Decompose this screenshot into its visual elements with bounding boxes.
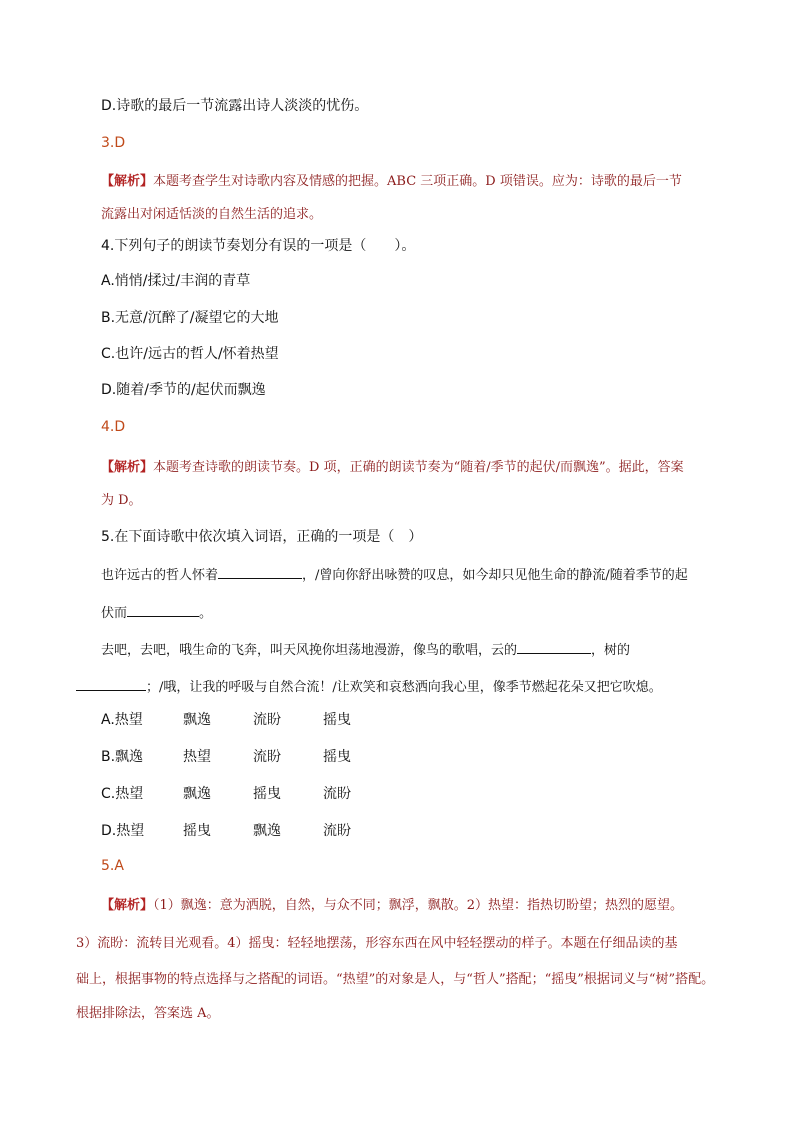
q5-poem-line-1 — [101, 564, 688, 586]
q4-answer: 4.D — [101, 419, 126, 435]
q5-poem-text-3a: 去吧，去吧，哦生命的飞奔，叫天风挽你坦荡地漫游，像鸟的歌唱，云的 — [101, 643, 518, 658]
q5-analysis-line-1 — [101, 894, 683, 913]
q5-d-word-3: 飘逸 — [253, 823, 281, 839]
q4-analysis-text-1: 本题考查诗歌的朗读节奏。D 项，正确的朗读节奏为“随着/季节的起伏/而飘逸”。据此，答案 — [153, 460, 684, 475]
q3-analysis-line-1 — [101, 170, 682, 189]
q3-analysis-text-1: 本题考查学生对诗歌内容及情感的把握。ABC 三项正确。D 项错误。应为：诗歌的最后一节 — [153, 174, 682, 189]
q5-analysis-text-3: 础上，根据事物的特点选择与之搭配的词语。“热望”的对象是人，与“哲人”搭配；“摇曳”根据词义与“树”搭配。 — [76, 972, 715, 987]
q5-b-word-4: 摇曳 — [323, 749, 351, 765]
q3-answer: 3.D — [101, 135, 126, 151]
q5-b-word-2: 热望 — [183, 749, 211, 765]
q5-c-word-1: C.热望 — [101, 786, 144, 802]
q4-analysis-tag: 【解析】 — [101, 460, 154, 475]
q5-poem-text-1a: 也许远古的哲人怀着 — [101, 568, 219, 583]
q5-a-word-1: A.热望 — [101, 712, 143, 728]
q4-option-b: B.无意/沉醉了/凝望它的大地 — [101, 310, 279, 326]
q4-analysis-line-1 — [101, 456, 684, 475]
blank-2 — [127, 602, 199, 617]
q5-b-word-1: B.飘逸 — [101, 749, 144, 765]
q4-option-a: A.悄悄/揉过/丰润的青草 — [101, 273, 251, 289]
blank-4 — [76, 676, 146, 691]
q5-stem: 5.在下面诗歌中依次填入词语，正确的一项是（ ） — [101, 529, 423, 545]
q5-poem-text-2a: 伏而 — [101, 606, 128, 621]
q5-poem-text-2b: 。 — [199, 606, 213, 621]
q5-c-word-3: 摇曳 — [253, 786, 281, 802]
q5-analysis-text-2: 3）流盼：流转目光观看。4）摇曳：轻轻地摆荡，形容东西在风中轻轻摆动的样子。本题在仔细品读的基 — [76, 936, 678, 951]
q5-analysis-text-4: 根据排除法，答案选 A。 — [76, 1006, 220, 1021]
blank-3 — [517, 639, 591, 654]
q3-analysis-tag: 【解析】 — [101, 174, 154, 189]
q4-option-c: C.也许/远古的哲人/怀着热望 — [101, 346, 279, 362]
q5-d-word-1: D.热望 — [101, 823, 145, 839]
q5-poem-line-2 — [101, 602, 212, 624]
q5-c-word-2: 飘逸 — [183, 786, 211, 802]
q3-analysis-text-2: 流露出对闲适恬淡的自然生活的追求。 — [101, 207, 323, 222]
q5-poem-line-3 — [101, 639, 630, 661]
q5-poem-text-1b: ，/曾向你舒出咏赞的叹息，如今却只见他生命的静流/随着季节的起 — [302, 568, 688, 583]
q5-c-word-4: 流盼 — [323, 786, 351, 802]
q5-a-word-2: 飘逸 — [183, 712, 211, 728]
q5-d-word-2: 摇曳 — [183, 823, 211, 839]
q3-option-d: D.诗歌的最后一节流露出诗人淡淡的忧伤。 — [101, 98, 369, 114]
q4-stem: 4.下列句子的朗读节奏划分有误的一项是（ ）。 — [101, 238, 416, 254]
q5-poem-text-3b: ，树的 — [591, 643, 631, 658]
q5-analysis-tag: 【解析】 — [101, 898, 154, 913]
q4-analysis-text-2: 为 D。 — [101, 493, 142, 508]
q5-b-word-3: 流盼 — [253, 749, 281, 765]
q5-analysis-text-1: （1）飘逸：意为洒脱，自然，与众不同；飘浮，飘散。2）热望：指热切盼望；热烈的愿望。 — [153, 898, 684, 913]
q5-d-word-4: 流盼 — [323, 823, 351, 839]
q5-answer: 5.A — [101, 858, 124, 874]
q5-poem-text-4b: ；/哦，让我的呼吸与自然合流！/让欢笑和哀愁洒向我心里，像季节燃起花朵又把它吹熄。 — [146, 680, 662, 695]
blank-1 — [218, 564, 302, 579]
q5-poem-line-4 — [76, 676, 662, 698]
q5-a-word-4: 摇曳 — [323, 712, 351, 728]
q4-option-d: D.随着/季节的/起伏而飘逸 — [101, 382, 266, 398]
q5-a-word-3: 流盼 — [253, 712, 281, 728]
